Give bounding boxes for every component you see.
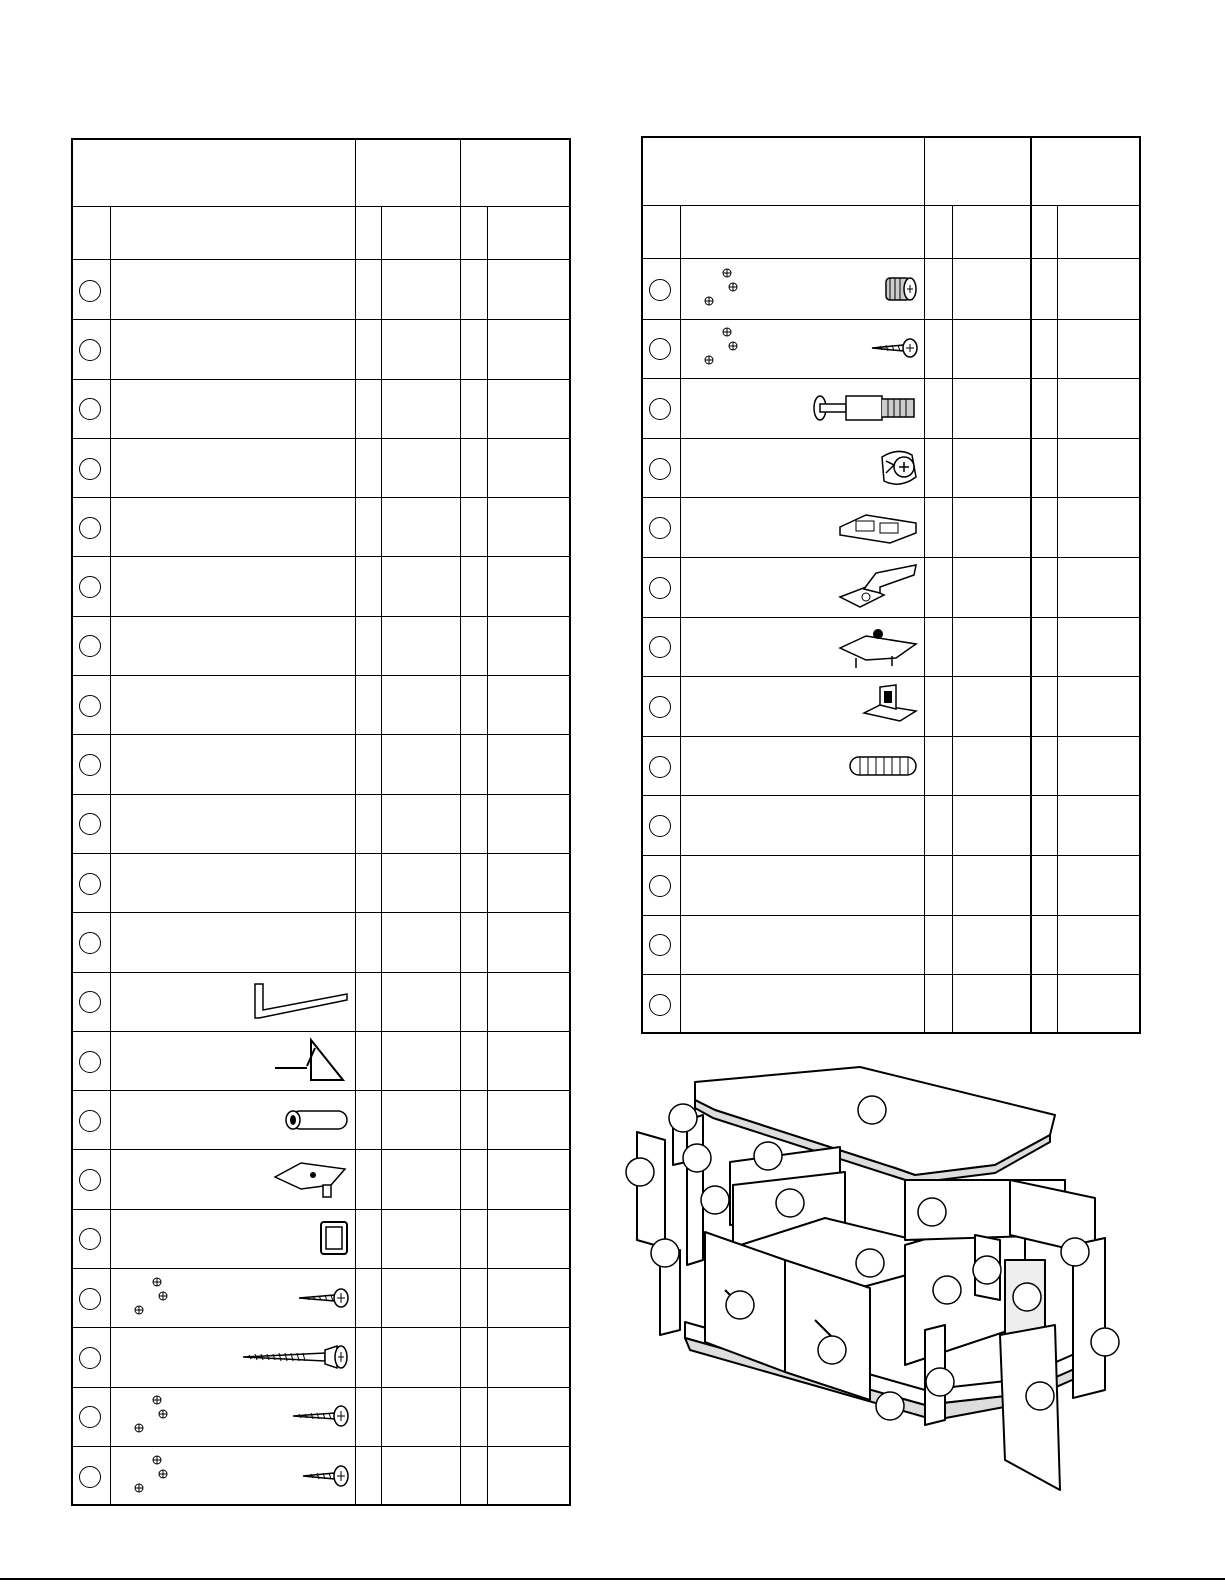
part-number-circle	[79, 339, 101, 361]
screw-head-symbols-icon	[133, 1394, 173, 1439]
table-row	[643, 497, 1139, 557]
shelf-support-icon	[271, 1159, 351, 1204]
wood-dowel-icon	[846, 753, 920, 784]
table-row	[73, 1150, 569, 1209]
part-number-circle	[79, 991, 101, 1013]
table-row	[73, 1446, 569, 1505]
part-number-circle	[79, 576, 101, 598]
screw-head-symbols-icon	[133, 1276, 173, 1321]
tube-spacer-icon	[281, 1107, 351, 1138]
parts-table-right	[641, 136, 1141, 1034]
part-number-circle	[79, 695, 101, 717]
screw-head-symbols-icon	[133, 1454, 173, 1499]
part-number-circle	[649, 577, 671, 599]
long-screw-icon	[241, 1342, 351, 1377]
part-number-circle	[79, 1110, 101, 1132]
table-row	[73, 1268, 569, 1327]
hinge-icon	[836, 563, 920, 616]
screw-medium-icon	[291, 1404, 351, 1433]
table-row	[73, 853, 569, 912]
table-row	[643, 915, 1139, 975]
table-row	[643, 855, 1139, 915]
page-footer-rule	[0, 1578, 1225, 1580]
table-row	[73, 616, 569, 675]
part-number-circle	[649, 994, 671, 1016]
parts-table-left	[71, 138, 571, 1506]
part-number-circle	[79, 1228, 101, 1250]
table-row	[73, 379, 569, 438]
table-row	[73, 497, 569, 556]
part-number-circle	[79, 1051, 101, 1073]
part-number-circle	[79, 873, 101, 895]
screw-small-icon	[301, 1464, 351, 1493]
part-number-circle	[649, 875, 671, 897]
part-number-circle	[79, 1347, 101, 1369]
screw-short-icon	[297, 1287, 351, 1314]
part-number-circle	[79, 754, 101, 776]
hinge-plate-icon	[836, 622, 920, 675]
table-row	[643, 319, 1139, 379]
square-plate-icon	[317, 1218, 351, 1263]
table-row	[73, 438, 569, 497]
part-number-circle	[79, 1288, 101, 1310]
part-number-circle	[79, 398, 101, 420]
part-number-circle	[79, 1169, 101, 1191]
table-row	[73, 1090, 569, 1149]
table-row	[643, 974, 1139, 1034]
table-row	[73, 1031, 569, 1090]
exploded-cabinet-icon	[625, 1060, 1150, 1505]
part-number-circle	[79, 932, 101, 954]
part-number-circle	[649, 934, 671, 956]
part-number-circle	[79, 635, 101, 657]
wood-screw-icon	[870, 336, 920, 365]
part-number-circle	[649, 696, 671, 718]
part-number-circle	[79, 1406, 101, 1428]
table-row	[73, 972, 569, 1031]
part-number-circle	[649, 517, 671, 539]
table-row	[73, 794, 569, 853]
part-number-circle	[649, 279, 671, 301]
cam-key-icon	[271, 1036, 351, 1091]
table-row	[643, 557, 1139, 617]
table-row	[643, 795, 1139, 855]
part-number-circle	[649, 636, 671, 658]
part-number-circle	[649, 458, 671, 480]
table-row	[73, 557, 569, 616]
screw-head-symbols-icon	[703, 267, 743, 312]
table-row	[73, 1327, 569, 1386]
table-row	[73, 319, 569, 378]
glass-clip-icon	[860, 683, 920, 734]
table-row	[73, 1387, 569, 1446]
table-row	[73, 675, 569, 734]
part-number-circle	[79, 280, 101, 302]
part-number-circle	[79, 1466, 101, 1488]
part-number-circle	[649, 756, 671, 778]
table-row	[73, 1209, 569, 1268]
part-number-circle	[649, 815, 671, 837]
table-row	[643, 438, 1139, 498]
table-row	[643, 676, 1139, 736]
part-number-circle	[649, 338, 671, 360]
threaded-insert-icon	[880, 272, 920, 311]
part-number-circle	[79, 813, 101, 835]
cam-lock-icon	[876, 447, 920, 494]
screw-head-symbols-icon	[703, 326, 743, 371]
cam-bolt-icon	[810, 390, 920, 431]
allen-key-icon	[251, 980, 351, 1027]
table-row	[73, 734, 569, 793]
part-number-circle	[649, 398, 671, 420]
table-row	[643, 617, 1139, 677]
table-row	[643, 259, 1139, 319]
table-row	[73, 260, 569, 319]
table-row	[643, 378, 1139, 438]
table-row	[643, 736, 1139, 796]
table-row	[73, 912, 569, 971]
part-number-circle	[79, 458, 101, 480]
part-number-circle	[79, 517, 101, 539]
magnetic-catch-icon	[836, 509, 920, 550]
